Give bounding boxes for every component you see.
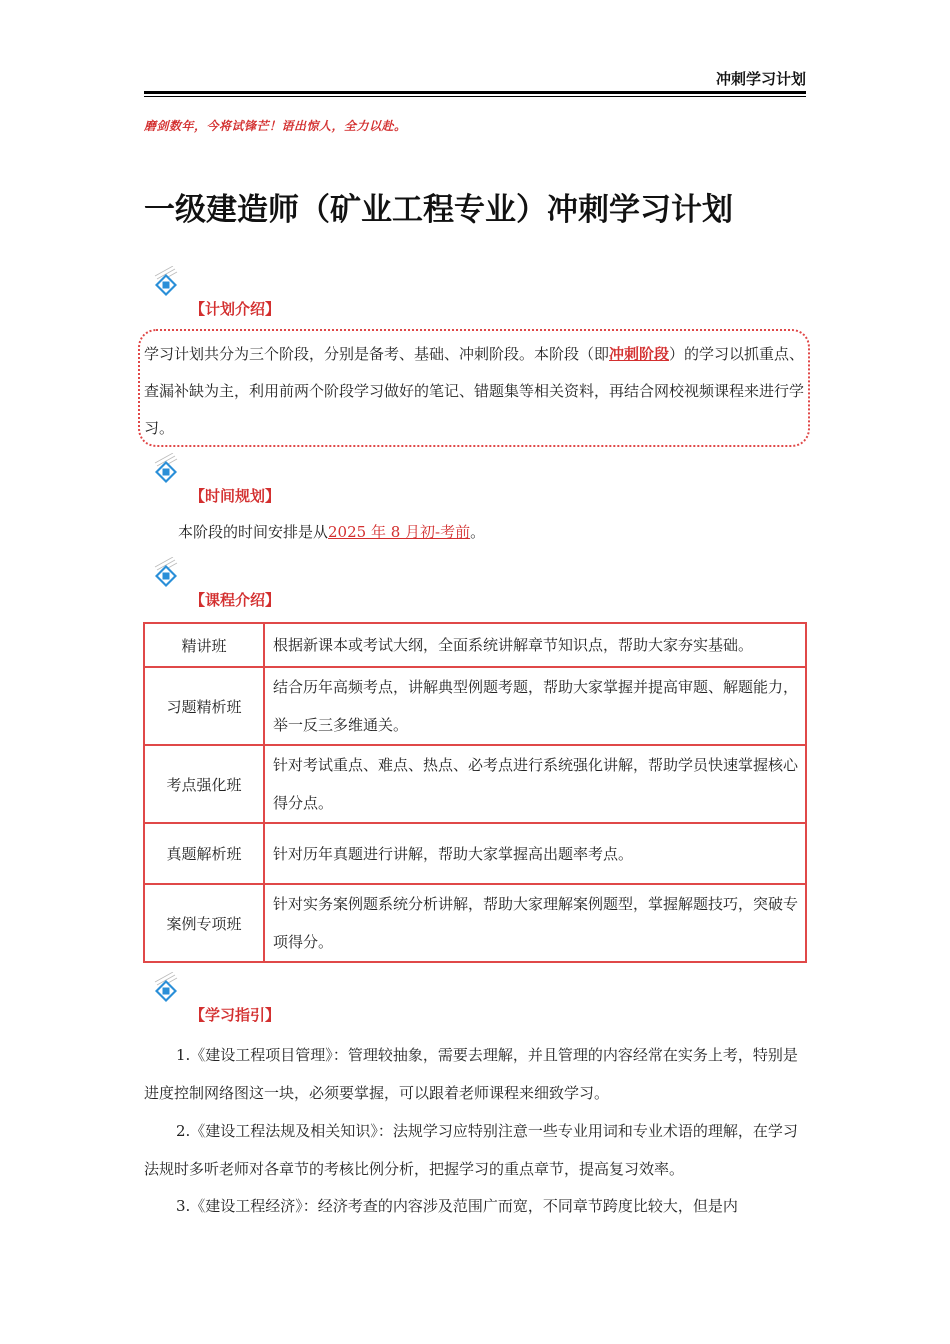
header-divider-thin — [144, 96, 806, 97]
table-row — [144, 667, 806, 745]
section-heading-intro: 【计划介绍】 — [190, 300, 281, 318]
table-row — [144, 745, 806, 823]
course-desc: 根据新课本或考试大纲，全面系统讲解章节知识点，帮助大家夯实基础。 — [264, 623, 806, 667]
diamond-badge-icon — [147, 266, 183, 302]
section-heading-time: 【时间规划】 — [190, 487, 281, 505]
intro-paragraph — [144, 336, 810, 447]
time-paragraph — [178, 520, 485, 544]
course-name: 习题精析班 — [144, 667, 264, 745]
course-name: 考点强化班 — [144, 745, 264, 823]
header-divider — [144, 91, 806, 94]
course-desc: 针对实务案例题系统分析讲解，帮助大家理解案例题型，掌握解题技巧，突破专项得分。 — [264, 884, 806, 962]
table-row — [144, 823, 806, 884]
table-row — [144, 884, 806, 962]
section-heading-courses: 【课程介绍】 — [190, 591, 281, 609]
time-text-before: 本阶段的时间安排是从 — [178, 523, 329, 541]
time-text-after: 。 — [470, 523, 486, 541]
course-desc: 针对考试重点、难点、热点、必考点进行系统强化讲解，帮助学员快速掌握核心得分点。 — [264, 745, 806, 823]
course-name: 真题解析班 — [144, 823, 264, 884]
guide-item: 1.《建设工程项目管理》：管理较抽象，需要去理解，并且管理的内容经常在实务上考，特别是进度控制网络图这一块，必须要掌握，可以跟着老师课程来细致学习。 — [144, 1046, 798, 1102]
guide-item: 2.《建设工程法规及相关知识》：法规学习应特别注意一些专业用词和专业术语的理解，在学习法规时多听老师对各章节的考核比例分析，把握学习的重点章节，提高复习效率。 — [144, 1122, 798, 1178]
diamond-badge-icon — [147, 557, 183, 593]
table-row — [144, 623, 806, 667]
diamond-badge-icon — [147, 972, 183, 1008]
diamond-badge-icon — [147, 453, 183, 489]
course-desc: 结合历年高频考点，讲解典型例题考题，帮助大家掌握并提高审题、解题能力，举一反三多维通关。 — [264, 667, 806, 745]
course-table — [143, 622, 807, 963]
course-name: 案例专项班 — [144, 884, 264, 962]
intro-highlight: 冲刺阶段 — [609, 345, 670, 363]
intro-text-after: ）的学习以抓重点、查漏补缺为主，利用前两个阶段学习做好的笔记、错题集等相关资料，再结合网校视频课程来进行学习。 — [144, 345, 805, 437]
time-highlight: 2025 年 8 月初-考前 — [328, 523, 471, 541]
section-heading-guide: 【学习指引】 — [190, 1006, 281, 1024]
course-name: 精讲班 — [144, 623, 264, 667]
slogan: 磨剑数年，今将试锋芒！语出惊人，全力以赴。 — [144, 119, 407, 133]
guide-item: 3.《建设工程经济》：经济考查的内容涉及范围广而宽，不同章节跨度比较大，但是内 — [176, 1197, 738, 1215]
intro-text-before: 学习计划共分为三个阶段，分别是备考、基础、冲刺阶段。本阶段（即 — [144, 345, 610, 363]
header-title: 冲刺学习计划 — [715, 70, 806, 88]
course-desc: 针对历年真题进行讲解，帮助大家掌握高出题率考点。 — [264, 823, 806, 884]
page-title: 一级建造师（矿业工程专业）冲刺学习计划 — [144, 192, 733, 228]
